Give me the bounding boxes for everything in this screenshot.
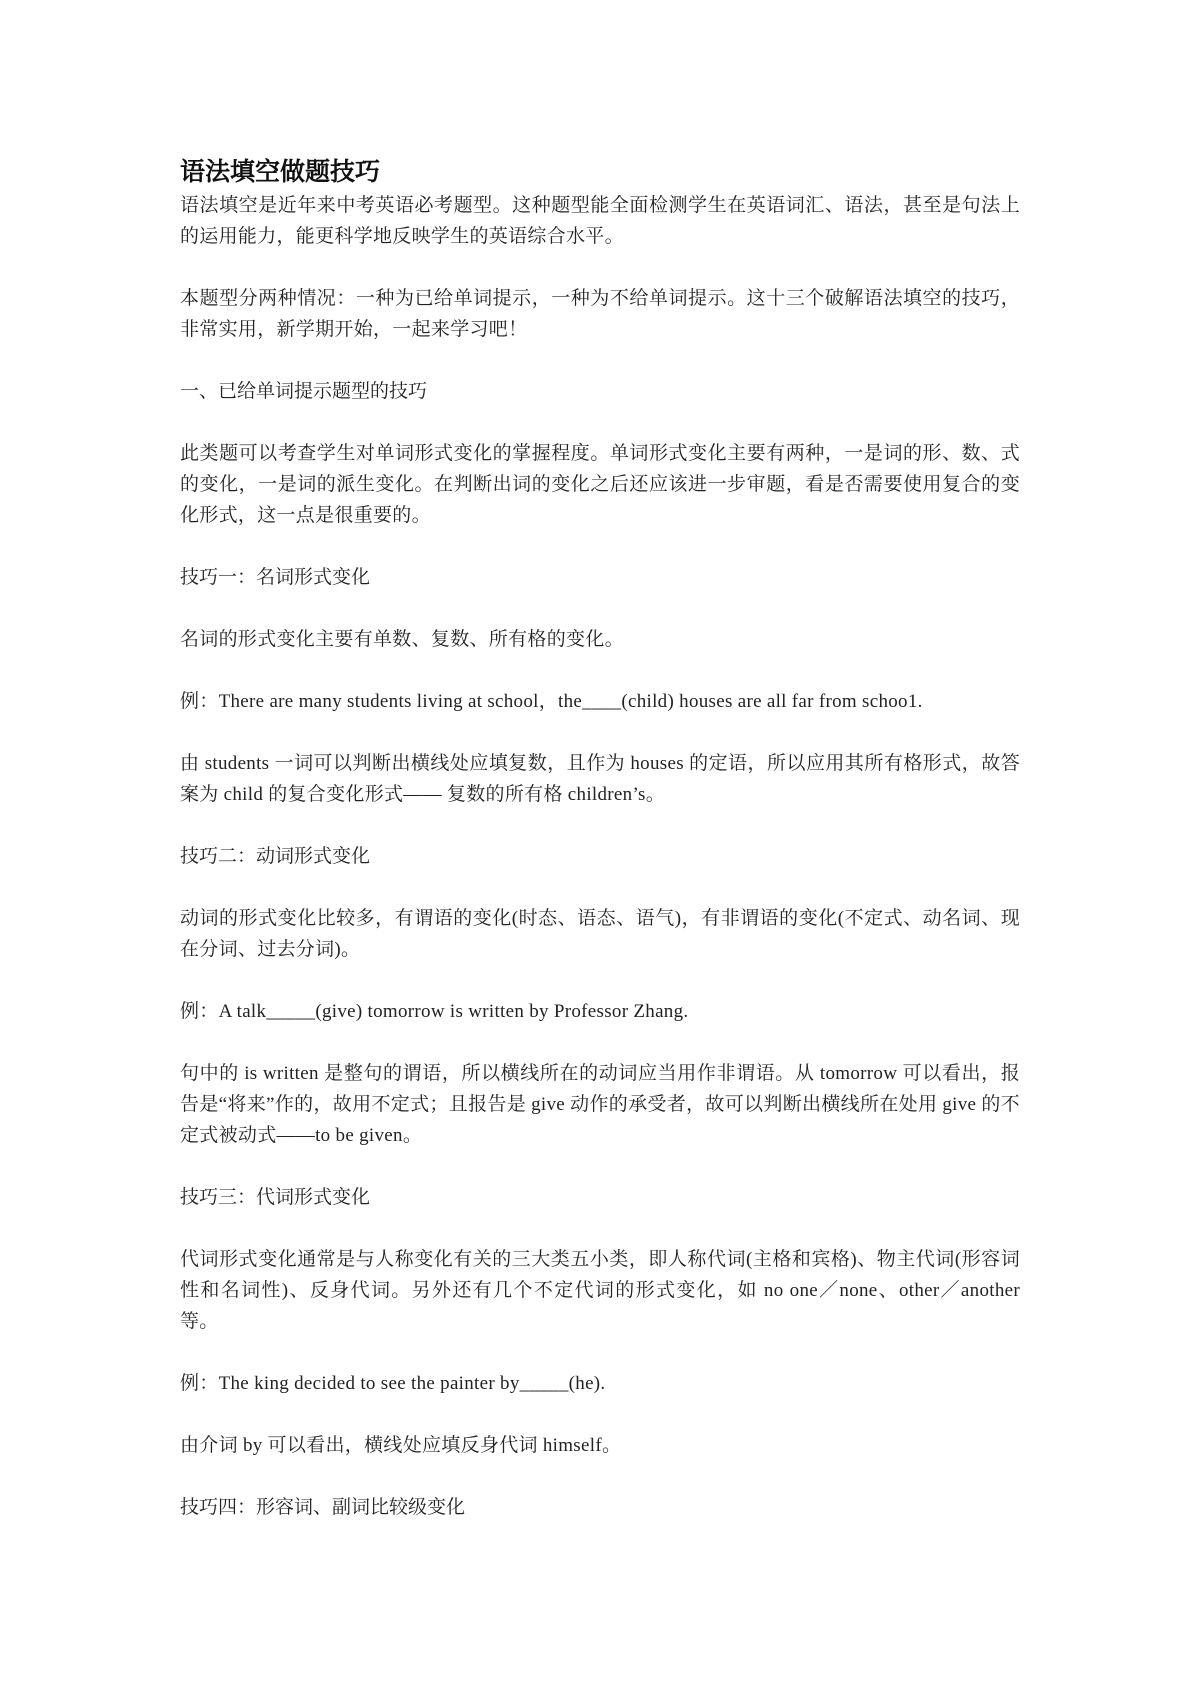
- tip-1-example: 例：There are many students living at school，the____(child) houses are all far from schoo1.: [180, 691, 923, 712]
- tip-2-heading: 技巧二：动词形式变化: [180, 846, 371, 867]
- intro-paragraph-1: 语法填空是近年来中考英语必考题型。这种题型能全面检测学生在英语词汇、语法，甚至是句法上的运用能力，能更科学地反映学生的英语综合水平。: [180, 195, 1020, 247]
- tip-3-explanation: 由介词 by 可以看出，横线处应填反身代词 himself。: [180, 1435, 622, 1456]
- tip-3-heading: 技巧三：代词形式变化: [180, 1187, 371, 1208]
- tip-2-example: 例：A talk_____(give) tomorrow is written by Professor Zhang.: [180, 1001, 689, 1022]
- tip-1-heading: 技巧一：名词形式变化: [180, 567, 371, 588]
- intro-paragraph-2: 本题型分两种情况：一种为已给单词提示，一种为不给单词提示。这十三个破解语法填空的技巧，非常实用，新学期开始，一起来学习吧！: [180, 288, 1020, 340]
- tip-3-description: 代词形式变化通常是与人称变化有关的三大类五小类，即人称代词(主格和宾格)、物主代词(形容词性和名词性)、反身代词。另外还有几个不定代词的形式变化，如 no one／none、other／another 等。: [180, 1249, 1020, 1332]
- section-1-description: 此类题可以考查学生对单词形式变化的掌握程度。单词形式变化主要有两种，一是词的形、数、式的变化，一是词的派生变化。在判断出词的变化之后还应该进一步审题，看是否需要使用复合的变化形式，这一点是很重要的。: [180, 443, 1020, 526]
- tip-1-explanation: 由 students 一词可以判断出横线处应填复数，且作为 houses 的定语，所以应用其所有格形式，故答案为 child 的复合变化形式—— 复数的所有格 children’s。: [180, 753, 1020, 805]
- document-title: 语法填空做题技巧: [180, 159, 381, 186]
- tip-2-description: 动词的形式变化比较多，有谓语的变化(时态、语态、语气)，有非谓语的变化(不定式、动名词、现在分词、过去分词)。: [180, 908, 1020, 960]
- tip-3-example: 例：The king decided to see the painter by_____(he).: [180, 1373, 606, 1394]
- document-page: [180, 156, 1020, 1523]
- tip-2-explanation: 句中的 is written 是整句的谓语，所以横线所在的动词应当用作非谓语。从 tomorrow 可以看出，报告是“将来”作的，故用不定式；且报告是 give 动作的承受者，故可以判断出横线所在处用 give 的不定式被动式——to be given。: [180, 1063, 1020, 1146]
- section-1-heading: 一、已给单词提示题型的技巧: [180, 381, 428, 402]
- tip-1-description: 名词的形式变化主要有单数、复数、所有格的变化。: [180, 629, 624, 650]
- tip-4-heading: 技巧四：形容词、副词比较级变化: [180, 1497, 466, 1518]
